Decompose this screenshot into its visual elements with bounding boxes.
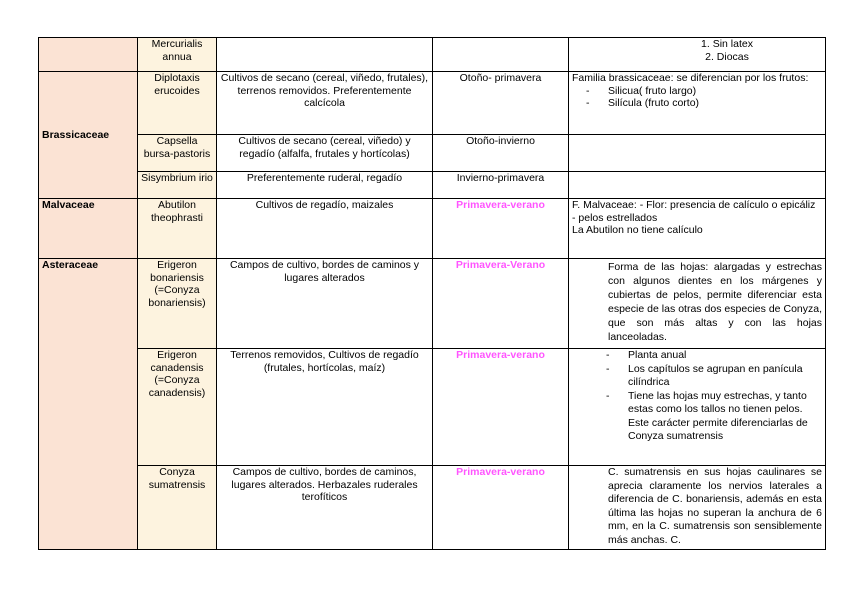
period-cell: Primavera-verano [433, 349, 569, 466]
period-cell: Primavera-verano [433, 199, 569, 259]
family-cell-malvaceae: Malvaceae [39, 199, 138, 259]
period-cell: Invierno-primavera [433, 172, 569, 199]
list-item: 2. Diocas [705, 50, 749, 63]
habitat-cell: Campos de cultivo, bordes de caminos y lugares alterados [217, 259, 433, 349]
observation-text: Forma de las hojas: alargadas y estrechas con algunos dientes en los márgenes y cubiertas de pelos, permite diferenciar esta especie de las otras dos especies de Conyza, que son más altas y con las hojas lanceoladas. [608, 261, 822, 343]
table-row [39, 135, 826, 172]
observations-cell [569, 72, 826, 135]
habitat-cell: Cultivos de secano (cereal, viñedo, frutales), terrenos removidos. Preferentemente calcícola [217, 72, 433, 135]
habitat-cell: Preferentemente ruderal, regadío [217, 172, 433, 199]
habitat-cell: Cultivos de regadío, maizales [217, 199, 433, 259]
table-row [39, 172, 826, 199]
table-row [39, 199, 826, 259]
habitat-cell: Cultivos de secano (cereal, viñedo) y regadío (alfalfa, frutales y hortícolas) [217, 135, 433, 172]
species-cell: Capsella bursa-pastoris [138, 135, 217, 172]
species-cell: Mercurialis annua [138, 38, 217, 72]
observations-list [572, 38, 822, 63]
observations-cell [569, 259, 826, 349]
observations-cell [569, 349, 826, 466]
list-item: - Planta anual [628, 349, 822, 363]
observation-line: - pelos estrellados [572, 211, 658, 224]
list-item: - Los capítulos se agrupan en panícula cilíndrica [628, 363, 822, 390]
habitat-cell: Campos de cultivo, bordes de caminos, lugares alterados. Herbazales ruderales terofíticos [217, 466, 433, 550]
species-cell: Sisymbrium irio [138, 172, 217, 199]
species-cell: Erigeron bonariensis (=Conyza bonariensis) [138, 259, 217, 349]
observation-text: C. sumatrensis en sus hojas caulinares se aprecia claramente los nervios laterales a diferencia de C. bonariensis, además en esta última las hojas no superan la anchura de 6 mm, en la C. sumatrensis son sensiblemente más anchas. C. [608, 466, 822, 546]
observation-line: La Abutilon no tiene calículo [572, 224, 703, 236]
observations-title: Familia brassicaceae: se diferencian por los frutos: [572, 72, 809, 84]
observations-list [572, 85, 822, 110]
species-cell: Conyza sumatrensis [138, 466, 217, 550]
period-cell: Primavera-verano [433, 466, 569, 550]
habitat-cell: Terrenos removidos, Cultivos de regadío (frutales, hortícolas, maíz) [217, 349, 433, 466]
observations-cell [569, 199, 826, 259]
period-cell: Primavera-Verano [433, 259, 569, 349]
list-item: 1. Sin latex [701, 38, 753, 50]
table-row [39, 38, 826, 72]
table-row [39, 466, 826, 550]
family-cell-asteraceae: Asteraceae [39, 259, 138, 550]
species-table [38, 37, 826, 550]
table-row [39, 349, 826, 466]
observations-cell [569, 135, 826, 172]
period-cell: Otoño- primavera [433, 72, 569, 135]
observations-cell [569, 466, 826, 550]
table-row [39, 72, 826, 135]
habitat-cell [217, 38, 433, 72]
table-row [39, 259, 826, 349]
observations-list [572, 349, 822, 444]
species-cell: Diplotaxis erucoides [138, 72, 217, 135]
species-cell: Abutilon theophrasti [138, 199, 217, 259]
observations-cell [569, 38, 826, 72]
family-cell-brassicaceae: Brassicaceae [39, 72, 138, 199]
family-cell-empty [39, 38, 138, 72]
period-cell: Otoño-invierno [433, 135, 569, 172]
list-item: - Silicua( fruto largo) [608, 85, 822, 98]
list-item: - Tiene las hojas muy estrechas, y tanto estas como los tallos no tienen pelos. Este carácter permite diferenciarlas de Conyza sumatrensis [628, 390, 822, 444]
observations-cell [569, 172, 826, 199]
observation-line: F. Malvaceae: - Flor: presencia de calículo o epicáliz [572, 199, 816, 211]
species-cell: Erigeron canadensis (=Conyza canadensis) [138, 349, 217, 466]
period-cell [433, 38, 569, 72]
list-item: - Silícula (fruto corto) [608, 97, 822, 110]
